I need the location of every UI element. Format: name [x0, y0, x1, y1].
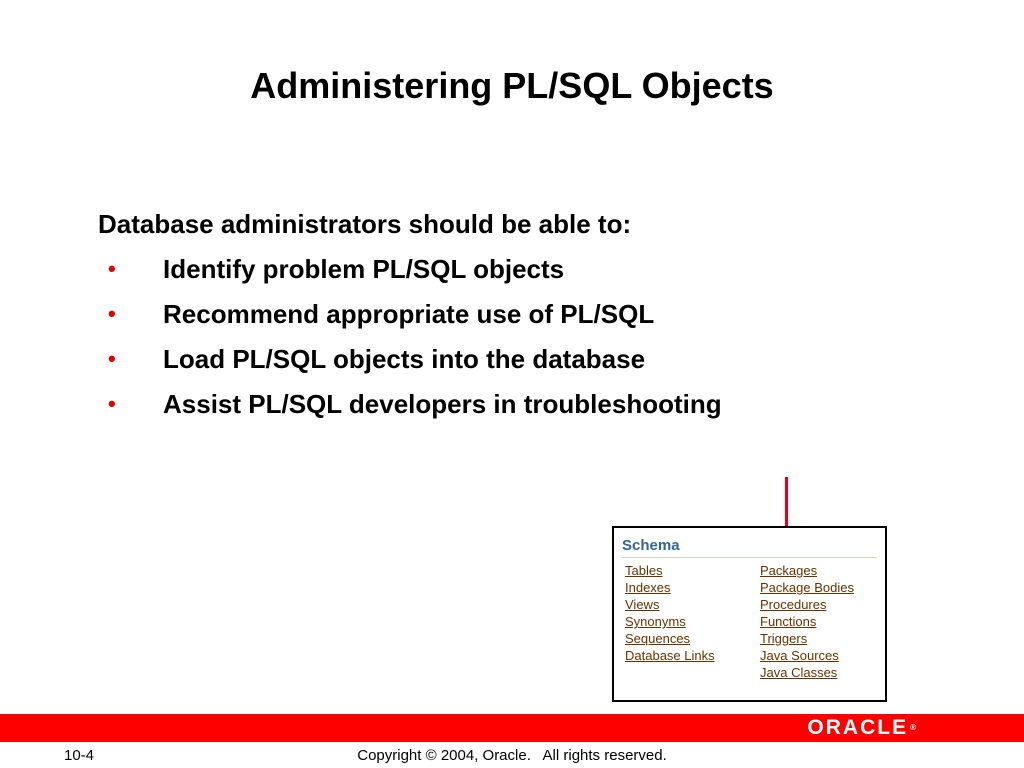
page-number: 10-4	[64, 747, 95, 764]
schema-title: Schema	[622, 537, 680, 554]
bullet-text: Load PL/SQL objects into the database	[163, 344, 646, 374]
bullet-icon: •	[108, 391, 116, 416]
schema-link-sequences[interactable]: Sequences	[625, 631, 691, 646]
schema-link-package-bodies[interactable]: Package Bodies	[760, 580, 854, 595]
footer-bar	[0, 714, 1024, 742]
schema-link-java-classes[interactable]: Java Classes	[760, 665, 838, 680]
intro-text: Database administrators should be able to:	[98, 209, 632, 239]
schema-link-tables[interactable]: Tables	[625, 563, 663, 578]
schema-left-links	[625, 562, 715, 664]
schema-right-links	[760, 562, 854, 681]
schema-header	[622, 537, 877, 558]
schema-link-procedures[interactable]: Procedures	[760, 597, 827, 612]
bullet-text: Assist PL/SQL developers in troubleshooting	[163, 389, 722, 419]
logo-text: ORACLE	[807, 716, 909, 739]
schema-link-views[interactable]: Views	[625, 597, 660, 612]
bullet-icon: •	[108, 346, 116, 371]
bullet-text: Recommend appropriate use of PL/SQL	[163, 299, 655, 329]
schema-link-packages[interactable]: Packages	[760, 563, 818, 578]
schema-link-synonyms[interactable]: Synonyms	[625, 614, 686, 629]
bullet-list	[108, 253, 722, 433]
copyright-text: Copyright © 2004, Oracle. All rights reserved.	[357, 747, 667, 764]
schema-link-triggers[interactable]: Triggers	[760, 631, 808, 646]
slide-title: Administering PL/SQL Objects	[250, 65, 774, 106]
oracle-logo	[807, 717, 916, 739]
schema-link-indexes[interactable]: Indexes	[625, 580, 671, 595]
bullet-icon: •	[108, 301, 116, 326]
registered-mark: ®	[910, 723, 916, 732]
bullet-item	[108, 253, 722, 298]
bullet-text: Identify problem PL/SQL objects	[163, 254, 565, 284]
bullet-icon: •	[108, 256, 116, 281]
bullet-item	[108, 343, 722, 388]
bullet-item	[108, 388, 722, 433]
bullet-item	[108, 298, 722, 343]
schema-link-database-links[interactable]: Database Links	[625, 648, 715, 663]
schema-panel-screenshot	[612, 526, 887, 702]
schema-link-functions[interactable]: Functions	[760, 614, 817, 629]
schema-link-java-sources[interactable]: Java Sources	[760, 648, 839, 663]
